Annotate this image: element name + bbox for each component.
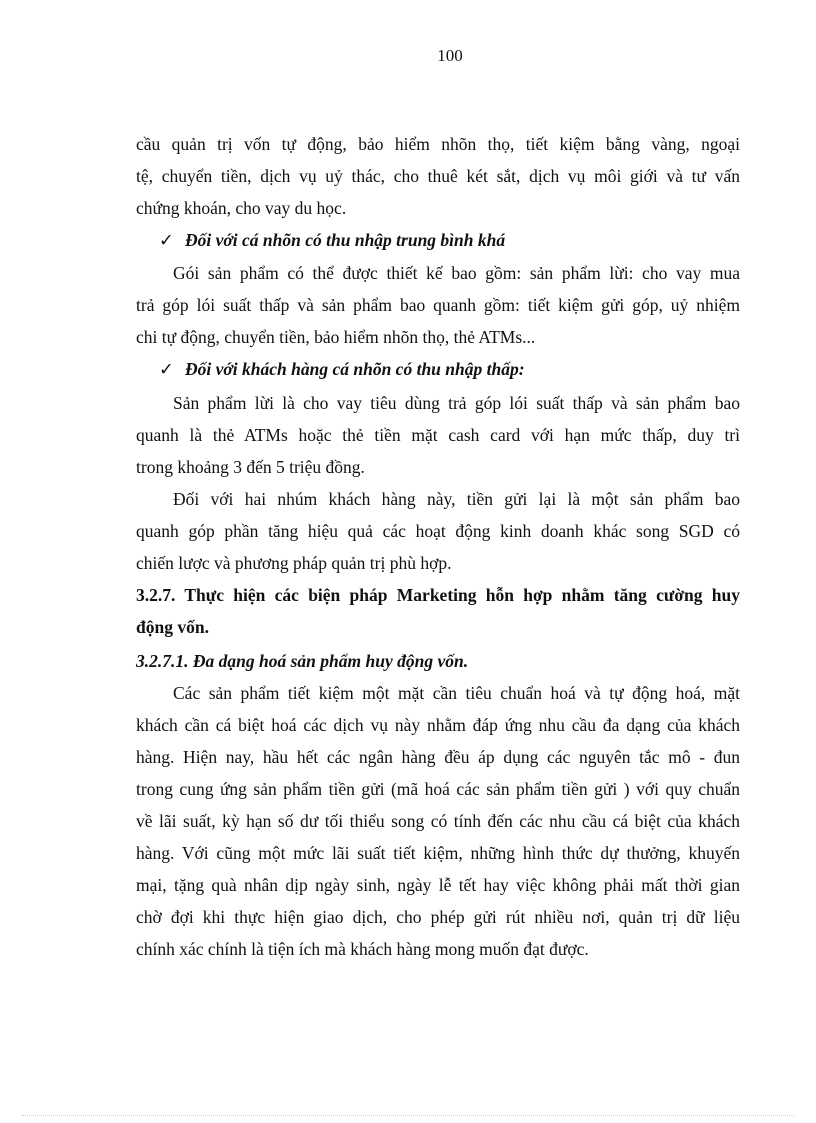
text-line: chứng khoán, cho vay du học.: [136, 198, 347, 218]
text-line: trong cung ứng sản phẩm tiền gửi (mã hoá các sản phẩm tiền gửi ) với quy chuẩn: [136, 779, 740, 799]
text-line: trả góp lói suất thấp và sản phẩm bao quanh gồm: tiết kiệm gửi góp, uỷ nhiệm: [136, 295, 740, 315]
checklist-heading-mid-income: [159, 229, 505, 251]
text-line: chờ đợi khi thực hiện giao dịch, cho phép gửi rút nhiều nơi, quản trị dữ liệu: [136, 907, 740, 927]
checkmark-icon: ✓: [159, 359, 174, 379]
text-line: cầu quản trị vốn tự động, bảo hiểm nhõn thọ, tiết kiệm bằng vàng, ngoại: [136, 134, 740, 154]
section-heading: 3.2.7. Thực hiện các biện pháp Marketing hỗn hợp nhằm tăng cường huy: [136, 585, 740, 605]
text-line: tệ, chuyển tiền, dịch vụ uỷ thác, cho thuê két sắt, dịch vụ môi giới và tư vấn: [136, 166, 740, 186]
text-line: hàng. Với cũng một mức lãi suất tiết kiệm, những hình thức dự thưởng, khuyến: [136, 843, 740, 863]
subsection-heading: 3.2.7.1. Đa dạng hoá sản phẩm huy động vốn.: [136, 651, 469, 671]
text-line: trong khoảng 3 đến 5 triệu đồng.: [136, 457, 365, 477]
text-line: mại, tặng quà nhân dịp ngày sinh, ngày lễ tết hay việc không phải mất thời gian: [136, 875, 740, 895]
text-line: quanh là thẻ ATMs hoặc thẻ tiền mặt cash card với hạn mức thấp, duy trì: [136, 425, 740, 445]
heading-text: Đối với khách hàng cá nhõn có thu nhập thấp:: [185, 359, 525, 379]
text-line: chi tự động, chuyển tiền, bảo hiểm nhõn thọ, thẻ ATMs...: [136, 327, 536, 347]
text-line: Sản phẩm lừi là cho vay tiêu dùng trả góp lói suất thấp và sản phẩm bao: [173, 393, 740, 413]
text-line: Gói sản phẩm có thể được thiết kế bao gồm: sản phẩm lừi: cho vay mua: [173, 263, 740, 283]
checklist-heading-low-income: [159, 358, 525, 380]
text-line: Các sản phẩm tiết kiệm một mặt cần tiêu chuẩn hoá và tự động hoá, mặt: [173, 683, 740, 703]
text-line: Đối với hai nhúm khách hàng này, tiền gửi lại là một sản phẩm bao: [173, 489, 740, 509]
text-line: khách cần cá biệt hoá các dịch vụ này nhằm đáp ứng nhu cầu đa dạng của khách: [136, 715, 740, 735]
text-line: về lãi suất, kỳ hạn số dư tối thiểu song có tính đến các nhu cầu cá biệt của khách: [136, 811, 740, 831]
text-line: chính xác chính là tiện ích mà khách hàng mong muốn đạt được.: [136, 939, 589, 959]
heading-text: Đối với cá nhõn có thu nhập trung bình khá: [185, 230, 506, 250]
text-line: chiến lược và phương pháp quản trị phù hợp.: [136, 553, 452, 573]
page-bottom-rule: [22, 1115, 794, 1116]
checkmark-icon: ✓: [159, 230, 174, 250]
section-heading-cont: động vốn.: [136, 617, 209, 637]
text-line: hàng. Hiện nay, hầu hết các ngân hàng đều áp dụng các nguyên tắc mô - đun: [136, 747, 740, 767]
text-line: quanh góp phần tăng hiệu quả các hoạt động kinh doanh khác song SGD có: [136, 521, 740, 541]
page-number: 100: [437, 46, 463, 65]
